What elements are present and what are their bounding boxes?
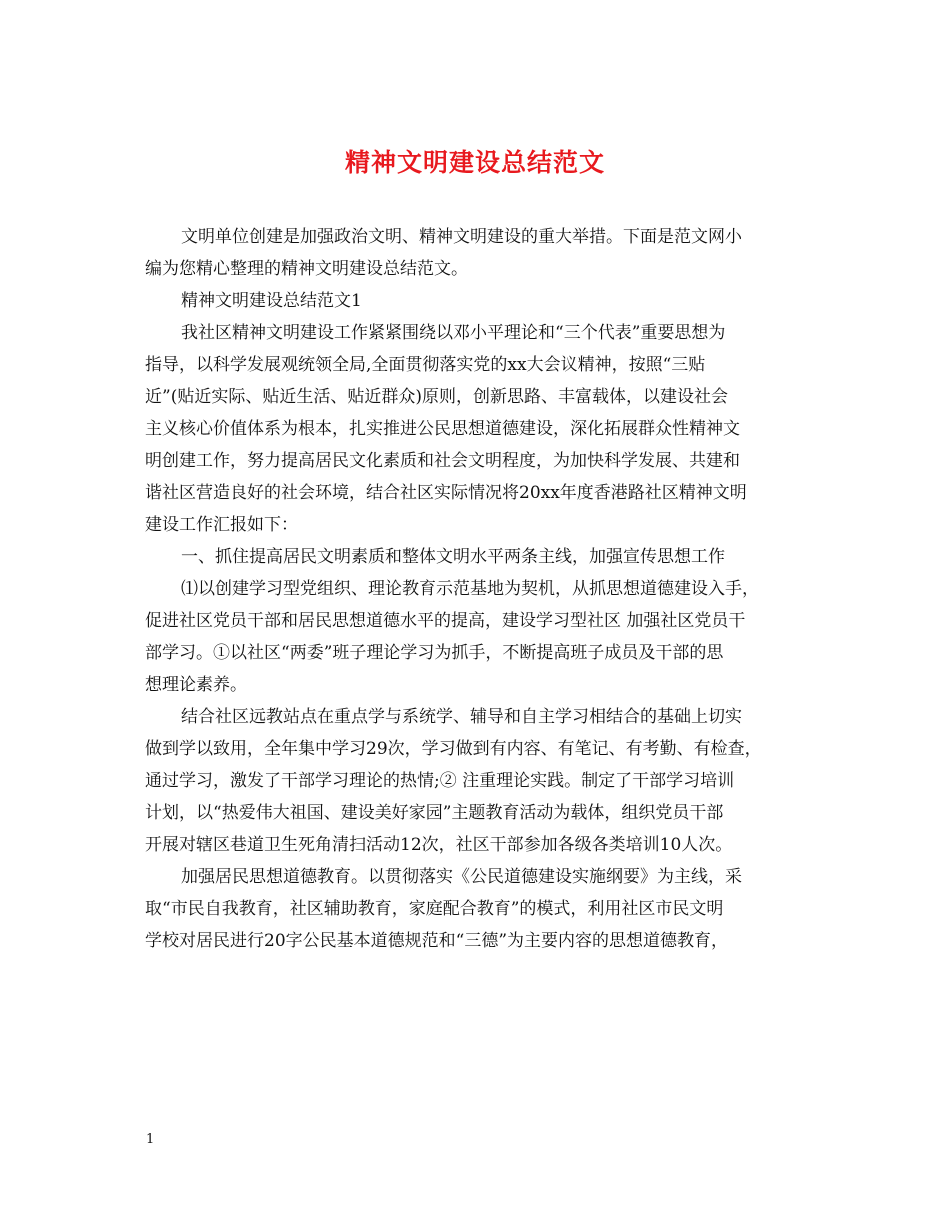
paragraph-line: 近”(贴近实际、贴近生活、贴近群众)原则，创新思路、丰富载体，以建设社会: [145, 387, 728, 407]
paragraph-line: 想理论素养。: [145, 675, 247, 695]
paragraph-line: 指导，以科学发展观统领全局,全面贯彻落实党的xx大会议精神，按照“三贴: [145, 355, 706, 375]
paragraph-line: 取“市民自我教育，社区辅助教育，家庭配合教育”的模式，利用社区市民文明: [145, 899, 724, 919]
paragraph-line: 谐社区营造良好的社会环境，结合社区实际情况将20xx年度香港路社区精神文明: [145, 483, 747, 503]
paragraph-line: 我社区精神文明建设工作紧紧围绕以邓小平理论和“三个代表”重要思想为: [181, 323, 726, 343]
paragraph-line: 开展对辖区巷道卫生死角清扫活动12次，社区干部参加各级各类培训10人次。: [145, 835, 733, 855]
paragraph-line: 编为您精心整理的精神文明建设总结范文。: [145, 259, 468, 279]
section-heading: 一、抓住提高居民文明素质和整体文明水平两条主线，加强宣传思想工作: [181, 547, 725, 567]
document-title: 精神文明建设总结范文: [344, 148, 605, 177]
paragraph-line: 学校对居民进行20字公民基本道德规范和“三德”为主要内容的思想道德教育，: [145, 931, 729, 951]
page-number: 1: [146, 1132, 155, 1147]
document-body: [145, 221, 810, 957]
paragraph-line: 促进社区党员干部和居民思想道德水平的提高，建设学习型社区 加强社区党员干: [145, 611, 746, 631]
paragraph-line: 加强居民思想道德教育。以贯彻落实《公民道德建设实施纲要》为主线，采: [181, 867, 742, 887]
paragraph-line: 结合社区远教站点在重点学与系统学、辅导和自主学习相结合的基础上切实: [181, 707, 742, 727]
section-heading: 精神文明建设总结范文1: [181, 291, 362, 311]
paragraph-line: 做到学以致用，全年集中学习29次，学习做到有内容、有笔记、有考勤、有检查，: [145, 739, 762, 759]
paragraph-line: 计划，以“热爱伟大祖国、建设美好家园”主题教育活动为载体，组织党员干部: [145, 803, 724, 823]
paragraph-line: ⑴以创建学习型党组织、理论教育示范基地为契机，从抓思想道德建设入手，: [181, 579, 759, 599]
paragraph-line: 通过学习，激发了干部学习理论的热情;② 注重理论实践。制定了干部学习培训: [145, 771, 735, 791]
paragraph-line: 明创建工作，努力提高居民文化素质和社会文明程度，为加快科学发展、共建和: [145, 451, 740, 471]
paragraph-line: 文明单位创建是加强政治文明、精神文明建设的重大举措。下面是范文网小: [181, 227, 742, 247]
paragraph-line: 部学习。①以社区“两委”班子理论学习为抓手，不断提高班子成员及干部的思: [145, 643, 724, 663]
paragraph-line: 主义核心价值体系为根本，扎实推进公民思想道德建设，深化拓展群众性精神文: [145, 419, 740, 439]
paragraph-line: 建设工作汇报如下：: [145, 515, 298, 535]
